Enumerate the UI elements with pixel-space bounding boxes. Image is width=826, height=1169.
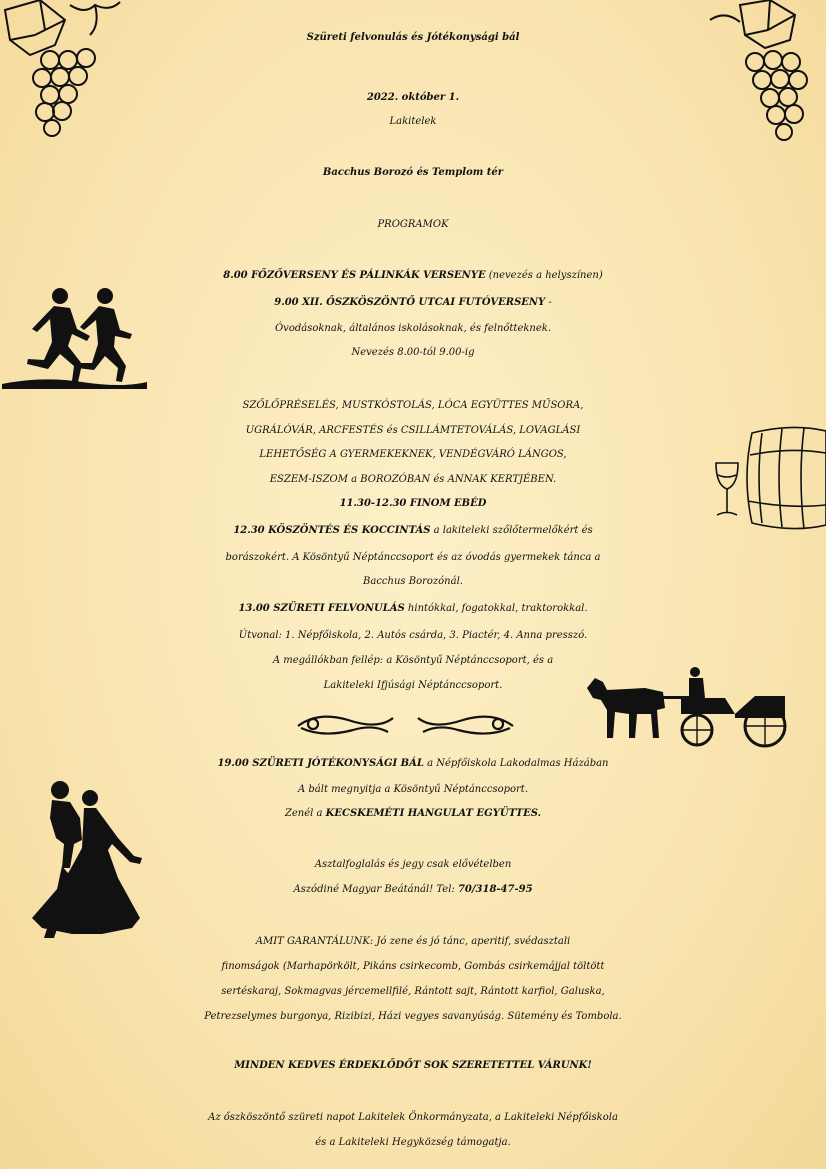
program-greeting-line2: borászokért. A Kösöntyű Néptánccsoport és az óvodás gyermekek tánca a — [225, 552, 601, 563]
program-parade-line4: Lakiteleki Ifjúsági Néptánccsoport. — [323, 680, 503, 691]
program-run-dash: - — [545, 297, 552, 308]
program-ball-title: 19.00 SZÜRETI JÓTÉKONYSÁGI BÁL — [217, 758, 424, 769]
program-ball-band: KECSKEMÉTI HANGULAT EGYÜTTES. — [325, 808, 542, 819]
page-title: Szüreti felvonulás és Jótékonysági bál — [306, 32, 520, 43]
support-line1: Az őszköszöntő szüreti napot Lakitelek Önkormányzata, a Lakiteleki Népfőiskola — [208, 1112, 618, 1123]
activities-line3: LEHETŐSÉG A GYERMEKEKNEK, VENDÉGVÁRÓ LÁNGOS, — [259, 449, 567, 460]
booking-contact: Aszódiné Magyar Beátánál! Tel: — [293, 884, 458, 895]
support-line2: és a Lakiteleki Hegyközség támogatja. — [315, 1137, 511, 1148]
program-ball-place: a Népfőiskola Lakodalmas Házában — [423, 758, 609, 769]
program-ball-line2: A bált megnyitja a Kösöntyű Néptánccsoport. — [298, 784, 528, 795]
event-place: Lakitelek — [389, 116, 437, 127]
event-date: 2022. október 1. — [366, 92, 460, 103]
program-ball — [0, 752, 826, 776]
booking-line1: Asztalfoglalás és jegy csak elővételben — [314, 859, 512, 870]
program-run-line3: Nevezés 8.00-tól 9.00-ig — [351, 347, 475, 358]
program-parade-rest: hintókkal, fogatokkal, traktorokkal. — [404, 603, 588, 614]
program-parade-title: 13.00 SZÜRETI FELVONULÁS — [238, 603, 405, 614]
program-parade-line2: Útvonal: 1. Népfőiskola, 2. Autós csárda, 3. Piactér, 4. Anna presszó. — [238, 630, 588, 641]
program-cooking-title: 8.00 FŐZŐVERSENY ÉS PÁLINKÁK VERSENYE — [223, 270, 486, 281]
program-run-line2: Óvodásoknak, általános iskolásoknak, és felnőtteknek. — [274, 323, 552, 334]
activities-line1: SZŐLŐPRÉSELÉS, MUSTKÓSTOLÁS, LÓCA EGYÜTTES MŰSORA, — [242, 400, 584, 411]
event-venue: Bacchus Borozó és Templom tér — [322, 167, 504, 178]
guarantee-line2: finomságok (Marhapörkölt, Pikáns csirkecomb, Gombás csirkemájjal töltött — [221, 961, 605, 972]
horse-carriage-icon — [585, 658, 795, 753]
program-lunch: 11.30-12.30 FINOM EBÉD — [339, 498, 487, 509]
program-run-title: 9.00 XII. ŐSZKÖSZÖNTŐ UTCAI FUTÓVERSENY — [274, 297, 546, 308]
ornament-divider-icon — [293, 706, 518, 742]
booking-line2 — [0, 878, 826, 902]
activities-line4: ESZEM-ISZOM a BOROZÓBAN és ANNAK KERTJÉBEN. — [269, 474, 557, 485]
programs-heading: PROGRAMOK — [377, 219, 449, 230]
program-ball-music-pre: Zenél a — [284, 808, 326, 819]
program-greeting — [0, 519, 826, 543]
runners-icon — [2, 284, 147, 389]
program-greeting-title: 12.30 KÖSZÖNTÉS ÉS KOCCINTÁS — [233, 525, 431, 536]
guarantee-line1: AMIT GARANTÁLUNK: Jó zene és jó tánc, aperitif, svédasztali — [255, 936, 571, 947]
program-greeting-line3: Bacchus Borozónál. — [363, 576, 463, 587]
welcome-message: MINDEN KEDVES ÉRDEKLŐDŐT SOK SZERETETTEL VÁRUNK! — [234, 1060, 592, 1071]
booking-phone: 70/318-47-95 — [457, 884, 533, 895]
program-parade-line3: A megállókban fellép: a Kösöntyű Néptánccsoport, és a — [272, 655, 554, 666]
program-greeting-rest: a lakiteleki szőlőtermelőkért és — [430, 525, 593, 536]
program-cooking-note: (nevezés a helyszínen) — [485, 270, 603, 281]
program-parade — [0, 597, 826, 621]
guarantee-line3: sertéskaraj, Sokmagvas jércemellfilé, Rántott sajt, Rántott karfiol, Galuska, — [221, 986, 605, 997]
activities-line2: UGRÁLÓVÁR, ARCFESTÉS és CSILLÁMTETOVÁLÁS, LOVAGLÁSI — [245, 425, 581, 436]
guarantee-line4: Petrezselymes burgonya, Rizibizi, Házi vegyes savanyúság. Sütemény és Tombola. — [204, 1011, 622, 1022]
